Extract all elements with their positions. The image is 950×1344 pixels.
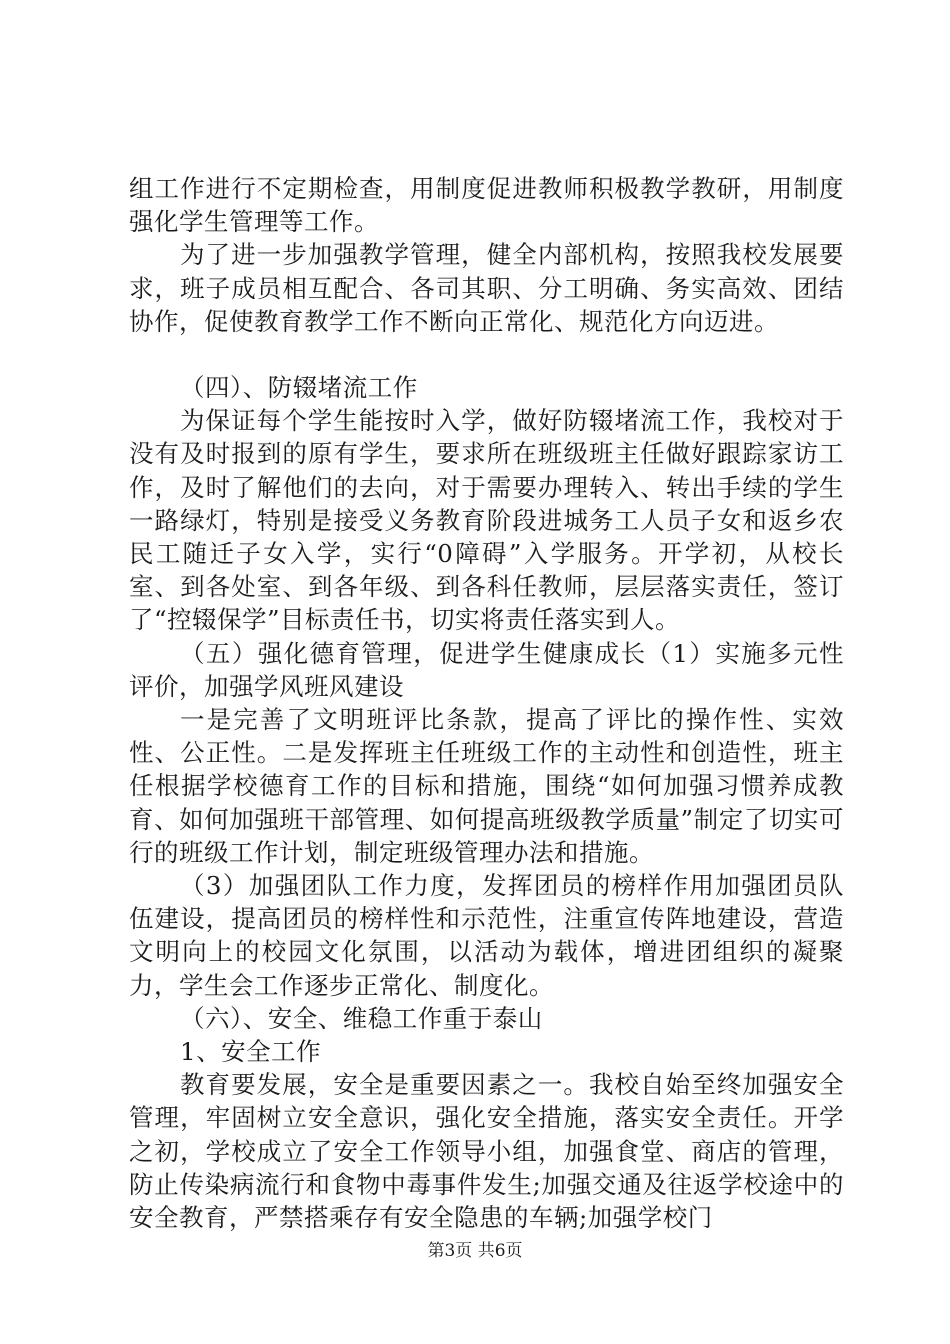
subsection-heading-safety: 1、安全工作 [180, 1037, 322, 1067]
section-heading-6: （六）、安全、维稳工作重于泰山 [180, 1003, 543, 1033]
paragraph-league-work: （3）加强团队工作力度，发挥团员的榜样作用加强团员队伍建设，提高团员的榜样性和示范性，注重宣传阵地建设，营造文明向上的校园文化氛围，以活动为载体，增进团组织的凝聚力，学生会工作逐步正常化、制度化。 [129, 871, 844, 1000]
paragraph-gap [129, 338, 844, 371]
paragraph-safety: 教育要发展，安全是重要因素之一。我校自始至终加强安全管理，牢固树立安全意识，强化安全措施，落实安全责任。开学之初，学校成立了安全工作领导小组，加强食堂、商店的管理，防止传染病流行和食物中毒事件发生;加强交通及往返学校途中的安全教育，严禁搭乘存有安全隐患的车辆;加强学校门 [129, 1070, 844, 1233]
page-number-footer: 第3页 共6页 [427, 1241, 523, 1261]
document-body [129, 172, 844, 1234]
paragraph-class-evaluation: 一是完善了文明班评比条款，提高了评比的操作性、实效性、公正性。二是发挥班主任班级工作的主动性和创造性，班主任根据学校德育工作的目标和措施，围绕“如何加强习惯养成教育、如何加强班干部管理、如何提高班级教学质量”制定了切实可行的班级工作计划，制定班级管理办法和措施。 [129, 705, 844, 867]
paragraph-continuation: 组工作进行不定期检查，用制度促进教师积极教学教研，用制度强化学生管理等工作。 [129, 174, 844, 237]
paragraph-dropout-prevention: 为保证每个学生能按时入学，做好防辍堵流工作，我校对于没有及时报到的原有学生，要求所在班级班主任做好跟踪家访工作，及时了解他们的去向，对于需要办理转入、转出手续的学生一路绿灯，特别是接受义务教育阶段进城务工人员子女和返乡农民工随迁子女入学，实行“0障碍”入学服务。开学初，从校长室、到各处室、到各年级、到各科任教师，层层落实责任，签订了“控辍保学”目标责任书，切实将责任落实到人。 [129, 406, 844, 635]
paragraph-management: 为了进一步加强教学管理，健全内部机构，按照我校发展要求，班子成员相互配合、各司其职、分工明确、务实高效、团结协作，促使教育教学工作不断向正常化、规范化方向迈进。 [129, 240, 844, 336]
section-heading-5: （五）强化德育管理，促进学生健康成长（1）实施多元性评价，加强学风班风建设 [129, 638, 844, 701]
section-heading-4: （四）、防辍堵流工作 [180, 373, 418, 403]
